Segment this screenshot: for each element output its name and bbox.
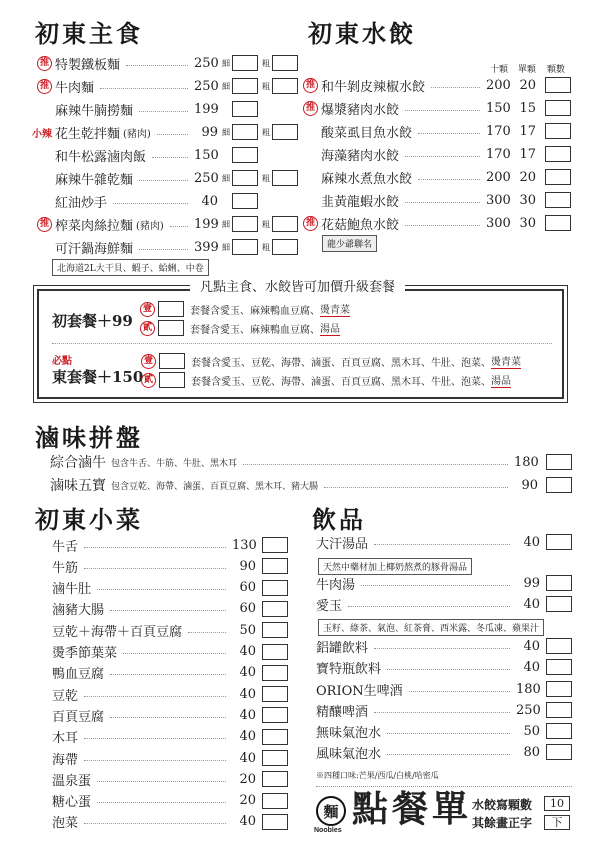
qty-box[interactable] [545,169,571,185]
price-single: 15 [519,100,536,116]
price-ten: 300 [486,215,511,231]
leader-dots [110,717,226,718]
recommend-stamp-icon: 推 [37,217,52,232]
leader-dots [100,88,188,89]
dumpling-footnote: 龍少爺聯名 [322,235,377,252]
drink-name: 大汗湯品 [316,536,369,552]
drink-row [316,742,572,762]
side-dish-row [52,727,288,747]
side-dish-row [52,535,288,555]
thick-label: 粗 [262,127,270,137]
item-price: 40 [201,193,218,209]
item-price: 150 [194,147,219,163]
drink-name: 牛肉湯 [316,577,356,593]
drink-name: ORION生啤酒 [316,683,403,699]
menu-item-row [30,191,298,211]
item-name: 牛肉麵 [55,80,95,96]
leader-dots [387,733,510,734]
leader-dots [405,156,480,157]
qty-box[interactable] [546,744,572,760]
item-price: 399 [194,239,219,255]
price-ten: 170 [486,146,511,162]
dumpling-name: 韭黃龍蝦水餃 [321,194,400,210]
dumpling-name: 麻辣水煮魚水餃 [321,171,413,187]
price-ten: 300 [486,192,511,208]
qty-box[interactable] [232,147,258,163]
side-dish-name: 百頁豆腐 [52,709,105,725]
item-name: 紅油炒手 [55,195,108,211]
item-name: 可汗鍋海鮮麵 [55,241,134,257]
drink-price: 40 [523,534,540,550]
leader-dots [243,464,508,465]
item-price: 199 [194,216,219,232]
dumpling-name: 酸菜虱目魚水餃 [321,125,413,141]
dumpling-row [303,121,571,141]
leader-dots [84,823,226,824]
set-meal-heading: 凡點主食、水餃皆可加價升級套餐 [190,276,405,295]
qty-box[interactable] [546,477,572,493]
qty-box-thin[interactable] [232,170,258,186]
side-dish-price: 40 [239,665,256,681]
leader-dots [84,760,226,761]
side-dish-price: 40 [239,814,256,830]
menu-item-row [30,168,298,188]
side-dish-name: 牛筋 [52,560,79,576]
side-dish-row [52,769,288,789]
set-name: 東套餐＋150 [52,368,144,386]
qty-box-thick[interactable] [272,124,298,140]
side-dish-price: 40 [239,707,256,723]
dumpling-name: 海藻豬肉水餃 [321,148,400,164]
side-dish-row [52,684,288,704]
order-sheet-title: 點餐單 [352,788,473,830]
drink-row [316,721,572,741]
platter-name: 滷味五寶 [50,478,106,494]
qty-box[interactable] [546,596,572,612]
side-dish-name: 木耳 [52,731,79,747]
leader-dots [157,134,188,135]
leader-dots [113,203,188,204]
leader-dots [152,157,188,158]
side-dish-price: 20 [239,793,256,809]
item-name: 花生乾拌麵 [55,126,121,142]
set-option-highlight: 燙青菜 [320,301,350,317]
leader-dots [84,696,226,697]
item-name: 榨菜肉絲拉麵 [55,218,134,234]
thin-label: 細 [222,58,230,68]
platter-name: 綜合滷牛 [50,455,106,471]
qty-box[interactable] [262,686,288,702]
drink-price: 99 [523,575,540,591]
qty-box-thick[interactable] [272,78,298,94]
menu-item-row [30,237,298,257]
drink-name: 無味氣泡水 [316,725,382,741]
qty-box[interactable] [545,100,571,116]
set-option-row [141,352,521,370]
dumpling-row [303,213,571,233]
qty-box[interactable] [262,729,288,745]
leader-dots [170,226,188,227]
drink-name: 寶特瓶飲料 [316,661,382,677]
leader-dots [84,547,226,548]
option-number-icon: 貳 [141,373,156,388]
qty-box[interactable] [262,665,288,681]
must-order-stamp: 必點 [52,356,72,367]
recommend-stamp-icon: 推 [37,56,52,71]
menu-item-row [30,99,298,119]
leader-dots [405,225,480,226]
drink-price: 40 [523,659,540,675]
qty-box[interactable] [545,77,571,93]
side-dish-price: 60 [239,580,256,596]
drink-price: 50 [523,723,540,739]
drink-price: 40 [523,638,540,654]
price-ten: 150 [486,100,511,116]
drink-name: 鋁罐飲料 [316,640,369,656]
side-dishes-title: 初東小菜 [35,505,143,534]
noobles-logo [316,796,346,826]
footer-divider [316,786,572,787]
thin-label: 細 [222,81,230,91]
side-dish-price: 40 [239,729,256,745]
drink-name: 精釀啤酒 [316,704,369,720]
thick-label: 粗 [262,58,270,68]
qty-box[interactable] [262,814,288,830]
spicy-label: 小辣 [32,128,52,140]
item-price: 250 [194,55,219,71]
main-footnote: 北海道2L大干貝、蝦子、蛤蜊、中卷 [52,259,209,276]
menu-item-row [30,76,298,96]
drink-row [316,679,572,699]
leader-dots [84,568,226,569]
platters-title: 滷味拼盤 [35,423,143,452]
price-single: 20 [519,77,536,93]
item-name: 麻辣牛雜乾麵 [55,172,134,188]
leader-dots [139,180,188,181]
item-note: (豬肉) [123,128,151,140]
platter-row [50,452,572,472]
logo-char: 麵 [323,802,339,821]
price-ten: 170 [486,123,511,139]
qty-box-thick[interactable] [272,170,298,186]
item-name: 特製鐵板麵 [55,57,121,73]
side-dish-row [52,663,288,683]
item-price: 250 [194,170,219,186]
qty-box[interactable] [262,771,288,787]
qty-box[interactable] [262,601,288,617]
qty-box[interactable] [545,215,571,231]
leader-dots [374,544,510,545]
dumplings-title: 初東水餃 [308,19,416,48]
recommend-stamp-icon: 推 [303,101,318,116]
qty-box[interactable] [545,146,571,162]
leader-dots [84,738,226,739]
flavor-note: ※四種口味:芒果/西瓜/白桃/哈密瓜 [316,771,439,780]
set-option-checkbox[interactable] [159,353,185,369]
drink-row [316,700,572,720]
set-option-row [140,319,340,337]
option-number-icon: 壹 [140,302,155,317]
qty-box[interactable] [545,123,571,139]
qty-box[interactable] [546,659,572,675]
price-single: 17 [519,146,536,162]
drink-price: 40 [523,596,540,612]
side-dish-price: 40 [239,644,256,659]
drink-row [316,636,572,656]
set-option-row [141,371,511,389]
set-option-text: 套餐含愛玉、豆乾、海帶、滷蛋、百頁豆腐、黑木耳、牛肚、泡菜、 [191,357,491,369]
leader-dots [139,249,188,250]
leader-dots [374,648,510,649]
set-name: 初套餐＋99 [52,312,133,330]
price-single: 30 [519,192,536,208]
side-dish-price: 20 [239,771,256,787]
price-ten: 200 [486,77,511,93]
qty-box[interactable] [546,575,572,591]
hint-dumpling: 水餃寫顆數 [472,798,533,812]
recommend-stamp-icon: 推 [37,79,52,94]
leader-dots [405,202,480,203]
qty-box[interactable] [262,707,288,723]
drink-row [316,532,572,552]
thin-label: 細 [222,173,230,183]
qty-box[interactable] [262,580,288,596]
dumpling-col-single: 單顆 [518,65,537,75]
item-price: 99 [201,124,218,140]
leader-dots [97,781,226,782]
qty-box-thick[interactable] [272,55,298,71]
price-single: 30 [519,215,536,231]
set-option-checkbox[interactable] [158,320,184,336]
dumpling-col-ten: 十顆 [490,65,509,75]
aiyu-note: 玉籽、綠茶、氣泡、紅茶膏、西米露、冬瓜凍、蘋果汁 [318,619,544,636]
item-name: 麻辣牛腩撈麵 [55,103,134,119]
side-dish-price: 130 [232,537,257,553]
leader-dots [387,669,510,670]
hint-others: 其餘畫正字 [472,816,533,830]
side-dish-name: 糖心蛋 [52,795,92,811]
qty-box[interactable] [546,454,572,470]
qty-box[interactable] [262,750,288,766]
leader-dots [110,674,226,675]
set-meal-divider [52,343,552,344]
option-number-icon: 壹 [141,354,156,369]
leader-dots [418,133,480,134]
option-number-icon: 貳 [140,321,155,336]
qty-box[interactable] [545,192,571,208]
main-dishes-title: 初東主食 [35,19,143,48]
set-option-text: 套餐含愛玉、麻辣鴨血豆腐、 [190,324,320,336]
leader-dots [188,632,226,633]
side-dish-name: 燙季節葉菜 [52,646,118,661]
qty-box[interactable] [262,537,288,553]
side-dish-name: 海帶 [52,752,79,768]
leader-dots [97,589,226,590]
set-option-highlight: 燙青菜 [491,353,521,369]
side-dish-row [52,748,288,768]
platter-row [50,475,572,495]
dumpling-name: 和牛剝皮辣椒水餃 [321,79,426,95]
qty-box-thin[interactable] [232,239,258,255]
side-dish-row [52,791,288,811]
drink-name: 愛玉 [316,598,343,614]
qty-box-thin[interactable] [232,78,258,94]
qty-box[interactable] [546,723,572,739]
item-price: 250 [194,78,219,94]
set-option-row [140,300,350,318]
menu-item-row [30,122,298,142]
qty-box[interactable] [546,638,572,654]
qty-box[interactable] [546,534,572,550]
side-dish-price: 60 [239,601,256,617]
logo-text: Noobles [314,827,342,834]
side-dish-price: 50 [239,622,256,638]
qty-box[interactable] [232,193,258,209]
side-dish-name: 滷豬大腸 [52,603,105,619]
dumpling-row [303,144,571,164]
dumpling-col-qty: 顆數 [547,65,566,75]
set-option-text: 套餐含愛玉、豆乾、海帶、滷蛋、百頁豆腐、黑木耳、牛肚、泡菜、 [191,376,491,388]
side-dish-name: 豆乾 [52,688,79,704]
side-dish-row [52,578,288,598]
drink-row [316,657,572,677]
side-dish-row [52,812,288,832]
price-single: 17 [519,123,536,139]
set-option-highlight: 湯品 [491,372,511,388]
side-dish-name: 牛舌 [52,539,79,555]
set-option-highlight: 湯品 [320,320,340,336]
qty-box[interactable] [262,622,288,638]
qty-box-thick[interactable] [272,216,298,232]
side-dish-name: 泡菜 [52,816,79,832]
item-price: 199 [194,101,219,117]
drink-row [316,594,572,614]
qty-box[interactable] [262,793,288,809]
qty-box[interactable] [546,702,572,718]
drink-price: 180 [516,681,541,697]
menu-item-row [30,214,298,234]
side-dish-name: 豆乾＋海帶＋百頁豆腐 [52,624,183,640]
dumpling-row [303,75,571,95]
leader-dots [418,179,480,180]
drink-price: 80 [523,744,540,760]
drinks-title: 飲品 [312,505,366,534]
thick-label: 粗 [262,242,270,252]
thick-label: 粗 [262,173,270,183]
dumpling-row [303,190,571,210]
hint-dumpling-example: 10 [544,796,570,811]
side-dish-price: 40 [239,750,256,766]
platter-desc: 包含牛舌、牛筋、牛肚、黑木耳 [111,458,238,469]
qty-box[interactable] [262,558,288,574]
thin-label: 細 [222,127,230,137]
hint-others-example: 下 [544,815,570,830]
set-option-checkbox[interactable] [158,301,184,317]
dumpling-row [303,98,571,118]
dumpling-row [303,167,571,187]
leader-dots [97,802,226,803]
drink-row [316,573,572,593]
qty-box-thin[interactable] [232,124,258,140]
side-dish-name: 滷牛肚 [52,582,92,598]
item-note: (豬肉) [136,220,164,232]
leader-dots [123,653,226,654]
dumpling-name: 爆漿豬肉水餃 [321,102,400,118]
side-dish-row [52,620,288,640]
side-dish-name: 鴨血豆腐 [52,667,105,683]
leader-dots [374,712,510,713]
platter-desc: 包含豆乾、海帶、滷蛋、百頁豆腐、黑木耳、豬大腸 [111,481,319,492]
thick-label: 粗 [262,81,270,91]
thin-label: 細 [222,242,230,252]
set-option-text: 套餐含愛玉、麻辣鴨血豆腐、 [190,305,320,317]
leader-dots [431,87,480,88]
side-dish-row [52,642,288,662]
recommend-stamp-icon: 推 [303,78,318,93]
side-dish-price: 90 [239,558,256,574]
leader-dots [387,754,510,755]
platter-price: 90 [521,477,538,493]
side-dish-name: 溫泉蛋 [52,773,92,789]
qty-box[interactable] [232,101,258,117]
dumpling-name: 花菇鮑魚水餃 [321,217,400,233]
platter-price: 180 [514,454,539,470]
drink-price: 250 [516,702,541,718]
menu-item-row [30,145,298,165]
leader-dots [409,691,510,692]
leader-dots [324,487,508,488]
leader-dots [405,110,480,111]
side-dish-row [52,556,288,576]
soup-note: 天然中藥材加上椰奶熬煮的豚骨湯品 [318,558,472,575]
qty-box-thin[interactable] [232,216,258,232]
drink-name: 風味氣泡水 [316,746,382,762]
qty-box-thin[interactable] [232,55,258,71]
menu-item-row [30,53,298,73]
qty-box[interactable] [546,681,572,697]
set-option-checkbox[interactable] [159,372,185,388]
leader-dots [361,585,510,586]
leader-dots [139,111,188,112]
qty-box[interactable] [262,644,288,660]
item-name: 和牛松露滷肉飯 [55,149,147,165]
price-ten: 200 [486,169,511,185]
thick-label: 粗 [262,219,270,229]
qty-box-thick[interactable] [272,239,298,255]
side-dish-price: 40 [239,686,256,702]
thin-label: 細 [222,219,230,229]
side-dish-row [52,705,288,725]
price-single: 20 [519,169,536,185]
leader-dots [348,606,510,607]
leader-dots [126,65,188,66]
recommend-stamp-icon: 推 [303,216,318,231]
leader-dots [110,610,226,611]
side-dish-row [52,599,288,619]
